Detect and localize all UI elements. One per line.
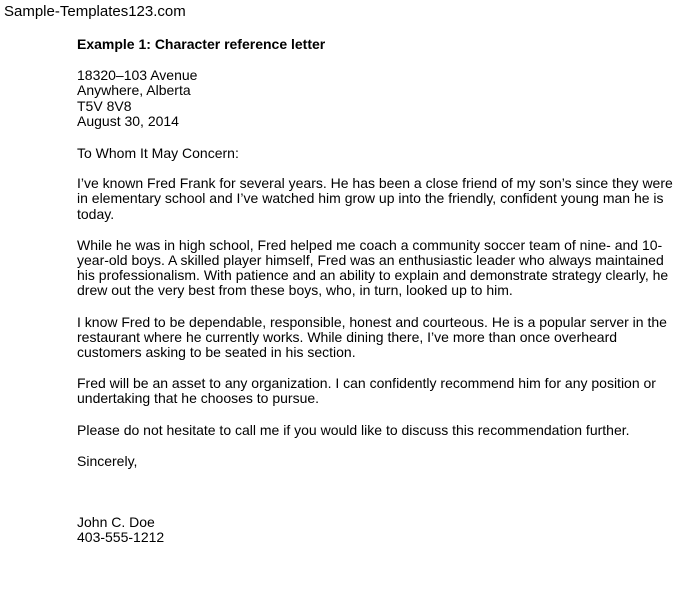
- salutation: To Whom It May Concern:: [77, 145, 239, 162]
- closing: Sincerely,: [77, 452, 138, 469]
- paragraph-soccer: While he was in high school, Fred helped me coach a community soccer team of nine- and 10-year-old boys. A skilled player himself, Fred was an enthusiastic leader who always maintained his professionalism. With patience and an ability to explain and demonstrate strategy clearly, he drew out the very best from these boys, who, in turn, looked up to him.: [77, 236, 669, 299]
- letter-date: August 30, 2014: [77, 112, 179, 129]
- site-watermark: Sample-Templates123.com: [4, 3, 186, 20]
- paragraph-intro: I’ve known Fred Frank for several years. He has been a close friend of my son’s since they were in elementary school and I’ve watched him grow up into the friendly, confident young man he is today.: [77, 175, 673, 222]
- paragraph-contact: Please do not hesitate to call me if you would like to discuss this recommendation further.: [77, 421, 630, 438]
- address-street: 18320–103 Avenue: [77, 67, 198, 84]
- letter-title: Example 1: Character reference letter: [77, 36, 326, 52]
- address-city: Anywhere, Alberta: [77, 82, 191, 99]
- paragraph-recommendation: Fred will be an asset to any organization. I can confidently recommend him for any position or undertaking that he chooses to pursue.: [77, 375, 656, 407]
- sender-address: [77, 68, 677, 129]
- signature-name: John C. Doe: [77, 514, 155, 531]
- letter-body: [77, 37, 677, 545]
- signature-phone: 403-555-1212: [77, 529, 165, 546]
- paragraph-character: I know Fred to be dependable, responsible, honest and courteous. He is a popular server in the restaurant where he currently works. While dining there, I’ve more than once overheard customers asking to be seated in his section.: [77, 313, 667, 361]
- address-postal-code: T5V 8V8: [77, 97, 132, 114]
- signature-block: [77, 515, 677, 545]
